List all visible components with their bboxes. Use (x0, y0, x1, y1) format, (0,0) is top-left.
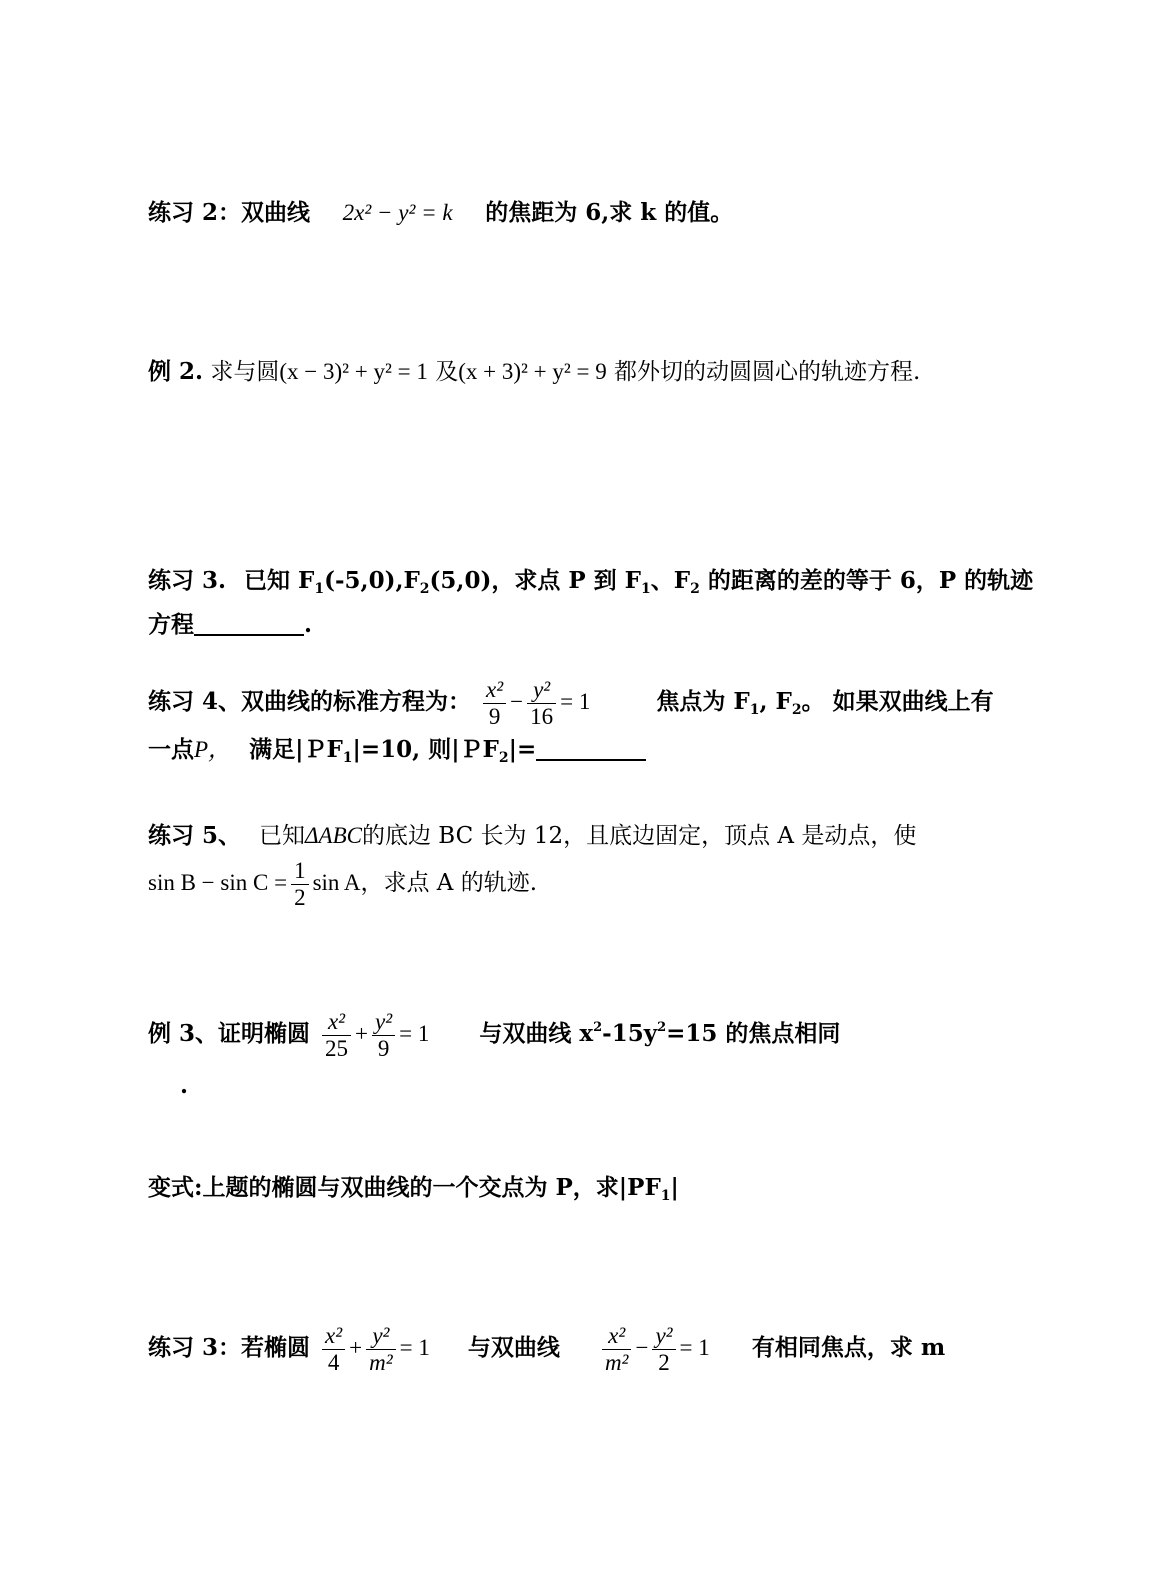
fraction-numerator: x² (322, 1323, 345, 1350)
exercise-4-f2-sub: 2 (791, 702, 802, 718)
fraction-x2-9 (483, 677, 506, 730)
example-2-formula-2: (x + 3)² + y² = 9 (458, 359, 607, 384)
fraction-x2-m2 (602, 1323, 632, 1376)
example-3-label: 例 3、 (148, 1020, 219, 1047)
exercise-3-f1-sub: 1 (314, 581, 325, 597)
exercise-5-expr-left: sin B − sin C = (148, 870, 288, 895)
exercise-4-rhs: 1 (578, 689, 591, 714)
exercise-3-line2: 方程 (148, 611, 194, 638)
fraction-numerator: x² (602, 1323, 632, 1350)
exercise-3-f2-sub: 2 (419, 581, 430, 597)
exercise-3-f2b-sub: 2 (690, 581, 700, 597)
example-2-label: 例 2. (148, 358, 204, 385)
fraction-x2-4 (322, 1323, 345, 1376)
exercise-4-line2a: 一点 (148, 736, 194, 763)
fraction-y2-m2 (366, 1323, 396, 1376)
fraction-y2-2 (652, 1323, 675, 1376)
example-2-formula-1: (x − 3)² + y² = 1 (279, 359, 428, 384)
exercise-3-text1: 已知 F (244, 567, 315, 594)
exercise-3-text2: (-5,0),F (324, 567, 420, 594)
exercise-3b-text3: 有相同焦点，求 m (751, 1334, 946, 1361)
fraction-numerator: y² (372, 1009, 395, 1036)
exercise-4-point: P， (194, 737, 232, 762)
exercise-2-label: 练习 2： (148, 199, 242, 226)
fraction-denominator: 9 (488, 703, 501, 729)
example-3-dot: . (180, 1072, 189, 1099)
fraction-x2-25 (322, 1009, 351, 1062)
exercise-4: 练习 4、双曲线的标准方程为： $\frac{\text{x²}}{9}$ − $\frac{\text{y²}}{16}$ = 1 焦点为 $F_1$, $F_2$。 如果双曲线上有 一点P， 满足|ＰF$_1$|=10, 则|ＰF$_2$|= (148, 676, 994, 766)
fraction-one-half (291, 858, 309, 911)
exercise-4-text2: 焦点为 F (656, 688, 750, 715)
fraction-numerator: y² (527, 677, 556, 704)
variant-text1: 上题的椭圆与双曲线的一个交点为 P，求|PF (202, 1174, 661, 1201)
exercise-3-label: 练习 3. (148, 567, 227, 594)
fraction-y2-9 (372, 1009, 395, 1062)
exercise-3-f1b-sub: 1 (640, 581, 651, 597)
variant-label: 变式: (148, 1174, 203, 1201)
fraction-denominator: m² (604, 1349, 629, 1375)
example-3-text4: =15 的焦点相同 (666, 1020, 841, 1047)
exercise-2-text1: 双曲线 (241, 199, 311, 226)
exercise-4-f1-sub: 1 (749, 702, 760, 718)
exercise-4-line2c: |=10, 则|ＰF (352, 736, 499, 763)
exercise-2 (148, 195, 1002, 231)
exercise-2-text2: 的焦距为 6,求 k 的值。 (485, 199, 734, 226)
example-3-y-sup: 2 (657, 1020, 667, 1035)
answer-blank-1[interactable] (194, 608, 304, 636)
exercise-3-end: . (304, 611, 313, 638)
example-2 (148, 354, 1002, 390)
variant-sub: 1 (660, 1188, 671, 1204)
fraction-numerator: y² (652, 1323, 675, 1350)
example-2-text2: 及 (435, 359, 459, 385)
fraction-denominator: 9 (377, 1035, 390, 1061)
exercise-3b-hyperbola-rhs: 1 (698, 1335, 710, 1360)
fraction-denominator: 16 (530, 703, 554, 729)
fraction-denominator: 2 (658, 1349, 670, 1375)
exercise-5-label: 练习 5、 (148, 822, 242, 849)
exercise-5-text1: 已知 (259, 823, 306, 849)
example-3: 例 3、证明椭圆 $\frac{\text{x²}}{25}$ + $\frac{\text{y²}}{9}$ = 1 与双曲线 $x^2-15y^2=15$ 的焦点相同 . (148, 1008, 841, 1099)
example-3-rhs: 1 (417, 1021, 430, 1046)
example-2-text1: 求与圆 (210, 359, 280, 385)
exercise-3b-label: 练习 3： (148, 1334, 242, 1361)
exercise-4-line2d: |= (508, 736, 537, 763)
exercise-3b-ellipse-rhs: 1 (418, 1335, 430, 1360)
example-3-x-sup: 2 (593, 1020, 603, 1035)
fraction-numerator: x² (483, 677, 506, 704)
exercise-4-text3: , F (759, 688, 792, 715)
exercise-5-text2: 的底边 BC 长为 12，且底边固定，顶点 A 是动点，使 (361, 823, 917, 849)
exercise-3b-text2: 与双曲线 (467, 1334, 560, 1361)
example-2-text3: 都外切的动圆圆心的轨迹方程. (614, 359, 921, 385)
exercise-3b: 练习 3：若椭圆 $\frac{\text{x²}}{4}$ + $\frac{\text{y²}}{\text{m²}}$ = 1 与双曲线 $\frac{\text{x²}}{\text{m²}}$ − $\frac{\text{y²}}{2}$ = 1 有相同焦点，求 m (148, 1322, 946, 1375)
variant (148, 1170, 1002, 1214)
fraction-numerator: 1 (291, 858, 309, 885)
variant-text2: | (670, 1174, 679, 1201)
answer-blank-2[interactable] (536, 733, 646, 761)
fraction-denominator: m² (369, 1349, 393, 1375)
exercise-4-label: 练习 4、 (148, 688, 242, 715)
exercise-4-pf2-sub: 2 (498, 750, 509, 766)
fraction-denominator: 2 (294, 884, 306, 910)
example-3-text1: 证明椭圆 (218, 1020, 311, 1047)
fraction-numerator: y² (366, 1323, 396, 1350)
exercise-4-line2b: 满足|ＰF (249, 736, 343, 763)
exercise-4-pf1-sub: 1 (342, 750, 353, 766)
exercise-5-expr-right: sin A (312, 870, 361, 895)
exercise-3-text5: 的距离的差的等于 6，P 的轨迹 (699, 567, 1034, 594)
fraction-denominator: 4 (327, 1349, 340, 1375)
exercise-3-text4: 、F (650, 567, 691, 594)
exercise-3-text3: (5,0)，求点 P 到 F (429, 567, 641, 594)
example-3-text3: -15y (602, 1020, 658, 1047)
fraction-y2-16 (527, 677, 556, 730)
example-3-text2: 与双曲线 x (479, 1020, 594, 1047)
fraction-denominator: 25 (325, 1035, 349, 1061)
exercise-3 (148, 563, 1034, 643)
exercise-5-text3: ，求点 A 的轨迹. (360, 870, 538, 896)
exercise-3b-text1: 若椭圆 (241, 1334, 311, 1361)
exercise-2-formula: 2x² − y² = k (342, 200, 453, 225)
exercise-5 (148, 818, 1002, 912)
exercise-5-triangle: ΔABC (305, 823, 362, 848)
exercise-4-text4: 。 如果双曲线上有 (801, 688, 994, 715)
exercise-4-text1: 双曲线的标准方程为： (241, 688, 472, 715)
fraction-numerator: x² (322, 1009, 351, 1036)
